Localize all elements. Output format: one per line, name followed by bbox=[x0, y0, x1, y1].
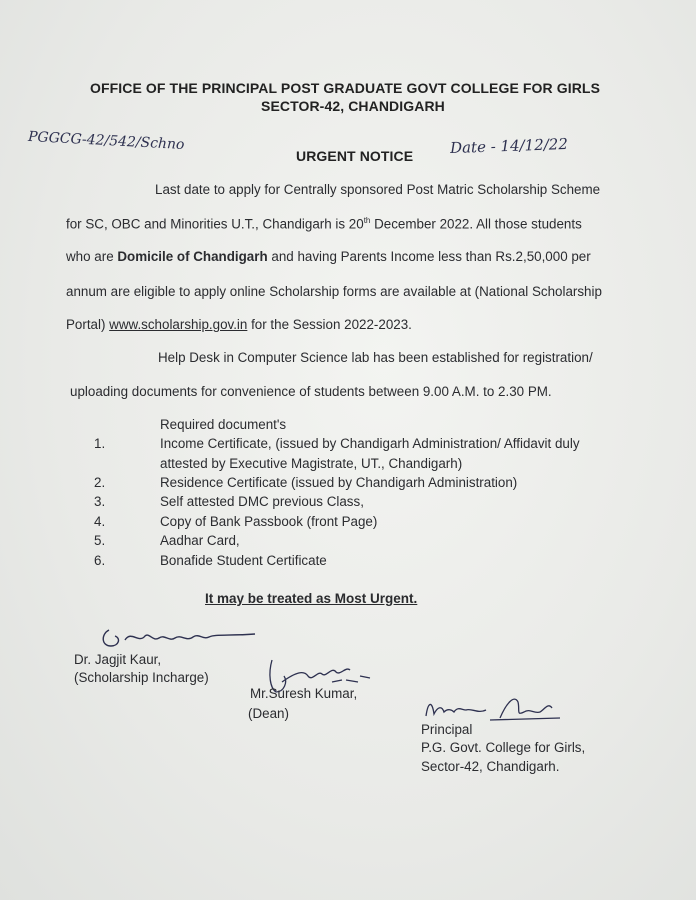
principal-title: Principal bbox=[421, 722, 473, 737]
handwritten-reference-number: PGGCG-42/542/Schno bbox=[27, 128, 185, 154]
scholarship-portal-link[interactable]: www.scholarship.gov.in bbox=[109, 317, 248, 332]
document-number: 4. bbox=[94, 514, 106, 529]
domicile-emphasis: Domicile of Chandigarh bbox=[117, 249, 268, 264]
notice-title: URGENT NOTICE bbox=[296, 148, 414, 164]
paragraph1-line3: who are Domicile of Chandigarh and having Parents Income less than Rs.2,50,000 per bbox=[66, 249, 591, 264]
document-number: 6. bbox=[94, 553, 106, 568]
document-number: 3. bbox=[94, 494, 106, 509]
paragraph2-line2: uploading documents for convenience of students between 9.00 A.M. to 2.30 PM. bbox=[70, 384, 552, 399]
document-item-income-cont: attested by Executive Magistrate, UT., Chandigarh) bbox=[160, 456, 463, 471]
document-item-dmc: Self attested DMC previous Class, bbox=[160, 494, 364, 509]
paragraph1-line4: annum are eligible to apply online Scholarship forms are available at (National Scholarship bbox=[66, 284, 602, 299]
incharge-role: (Scholarship Incharge) bbox=[74, 670, 209, 685]
incharge-name: Dr. Jagjit Kaur, bbox=[74, 652, 162, 667]
document-number: 2. bbox=[94, 475, 106, 490]
document-item-residence: Residence Certificate (issued by Chandigarh Administration) bbox=[160, 475, 518, 490]
incharge-signature bbox=[95, 620, 265, 654]
paragraph1-line1: Last date to apply for Centrally sponsored Post Matric Scholarship Scheme bbox=[155, 182, 601, 197]
paragraph1-line2: for SC, OBC and Minorities U.T., Chandigarh is 20th December 2022. All those students bbox=[66, 216, 582, 232]
office-header-line1: OFFICE OF THE PRINCIPAL POST GRADUATE GOVT COLLEGE FOR GIRLS bbox=[90, 80, 601, 96]
document-item-bonafide: Bonafide Student Certificate bbox=[160, 553, 327, 568]
principal-college: P.G. Govt. College for Girls, bbox=[421, 740, 586, 755]
most-urgent-line: It may be treated as Most Urgent. bbox=[205, 591, 418, 606]
principal-address: Sector-42, Chandigarh. bbox=[421, 759, 560, 774]
document-item-aadhar: Aadhar Card, bbox=[160, 533, 240, 548]
dean-name: Mr.Suresh Kumar, bbox=[250, 686, 358, 701]
document-item-passbook: Copy of Bank Passbook (front Page) bbox=[160, 514, 378, 529]
document-number: 1. bbox=[94, 436, 106, 451]
paragraph2-line1: Help Desk in Computer Science lab has been established for registration/ bbox=[158, 350, 593, 365]
document-number: 5. bbox=[94, 533, 106, 548]
dean-role: (Dean) bbox=[248, 706, 289, 721]
document-item-income: Income Certificate, (issued by Chandigarh Administration/ Affidavit duly bbox=[160, 436, 580, 451]
handwritten-date: Date - 14/12/22 bbox=[449, 134, 569, 158]
office-header-line2: SECTOR-42, CHANDIGARH bbox=[261, 98, 445, 114]
documents-heading: Required document's bbox=[160, 417, 287, 432]
paragraph1-line5: Portal) www.scholarship.gov.in for the Session 2022-2023. bbox=[66, 317, 412, 332]
